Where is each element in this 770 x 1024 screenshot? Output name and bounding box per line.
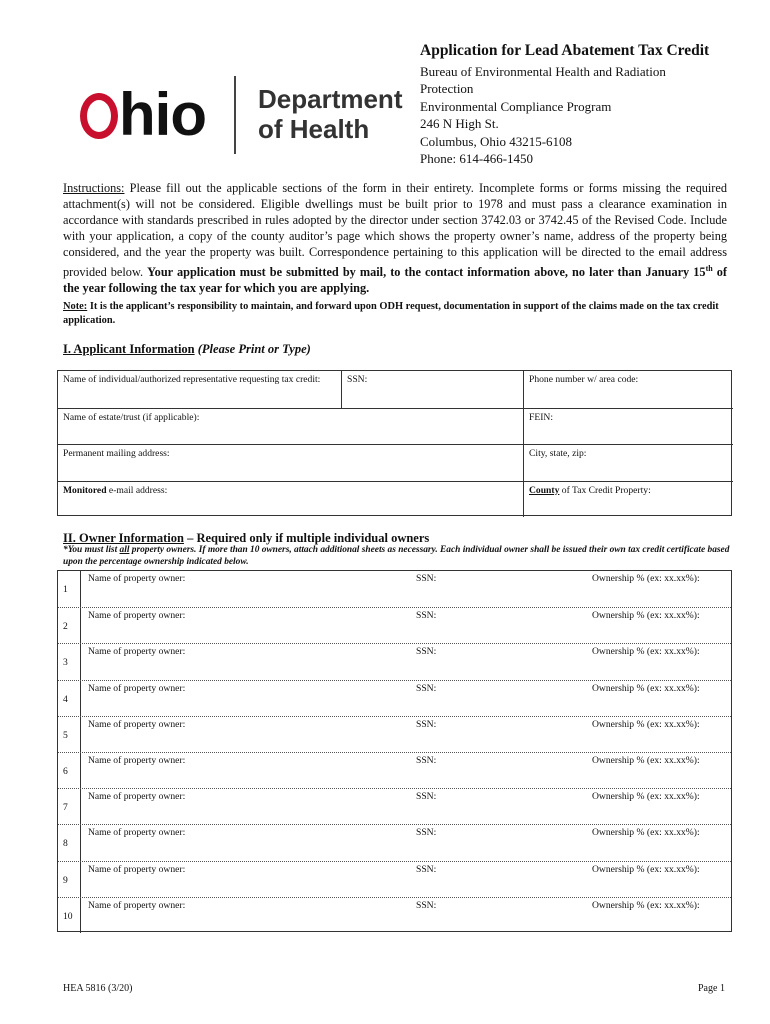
owner-name-field[interactable]: Name of property owner:	[88, 899, 186, 911]
owner-percentage-field[interactable]: Ownership % (ex: xx.xx%):	[592, 755, 700, 766]
section-owner-heading: II. Owner Information – Required only if multiple individual owners	[63, 531, 430, 545]
owner-row-number: 10	[63, 910, 73, 922]
owner-row	[58, 897, 731, 933]
owner-name-field[interactable]: Name of property owner:	[88, 610, 186, 622]
owner-percentage-field[interactable]: Ownership % (ex: xx.xx%):	[592, 718, 700, 730]
ohio-o-ring	[80, 93, 118, 139]
owner-row	[58, 716, 731, 752]
owner-percentage-field[interactable]: Ownership % (ex: xx.xx%):	[592, 827, 700, 839]
owner-row-number: 2	[63, 621, 68, 633]
applicant-row-4	[58, 481, 731, 518]
owner-row-number-cell	[58, 825, 81, 860]
owner-ssn-field[interactable]: SSN:	[416, 791, 437, 803]
estate-trust-field[interactable]: Name of estate/trust (if applicable):	[58, 408, 523, 445]
owner-row-number-cell	[58, 789, 81, 824]
owner-percentage-field[interactable]: Ownership % (ex: xx.xx%):	[592, 610, 700, 622]
logo-divider	[234, 76, 236, 154]
owner-row-number: 1	[63, 584, 68, 595]
owner-info-table	[57, 570, 732, 932]
owner-row	[58, 861, 731, 897]
owner-row-number: 5	[63, 729, 68, 741]
form-number: HEA 5816 (3/20)	[63, 983, 133, 994]
note-paragraph: Note: It is the applicant’s responsibility to maintain, and forward upon ODH request, documentation in support of the claims made on the tax credit application.	[63, 301, 719, 326]
applicant-phone-field[interactable]: Phone number w/ area code:	[523, 371, 733, 408]
owner-ssn-field[interactable]: SSN:	[416, 899, 437, 911]
applicant-name-field[interactable]: Name of individual/authorized representative requesting tax credit:	[63, 374, 321, 385]
owner-row-number: 6	[63, 766, 68, 777]
email-field[interactable]: Monitored e-mail address:	[58, 481, 523, 518]
owner-row-number-cell	[58, 571, 81, 607]
fein-field[interactable]: FEIN:	[523, 408, 733, 445]
owner-row-number: 4	[63, 693, 68, 705]
owner-row-number-cell	[58, 644, 81, 679]
owner-row-number-cell	[58, 898, 81, 933]
owner-name-field[interactable]: Name of property owner:	[88, 791, 186, 803]
page-number: Page 1	[698, 983, 725, 994]
owner-ssn-field[interactable]: SSN:	[416, 718, 437, 730]
owner-name-field[interactable]: Name of property owner:	[88, 827, 186, 839]
form-title: Application for Lead Abatement Tax Credit	[420, 42, 710, 59]
owner-percentage-field[interactable]: Ownership % (ex: xx.xx%):	[592, 791, 700, 803]
applicant-row-1	[58, 371, 731, 408]
owner-row	[58, 643, 731, 679]
owner-ssn-field[interactable]: SSN:	[416, 755, 437, 766]
owner-percentage-field[interactable]: Ownership % (ex: xx.xx%):	[592, 682, 700, 694]
department-of-health-wordmark: Department of Health	[258, 84, 403, 144]
owner-row-number-cell	[58, 717, 81, 752]
section-applicant-heading: I. Applicant Information (Please Print or Type)	[63, 342, 311, 356]
owner-name-field[interactable]: Name of property owner:	[88, 646, 186, 658]
owner-ssn-field[interactable]: SSN:	[416, 682, 437, 694]
owner-row-number-cell	[58, 753, 81, 788]
applicant-info-table	[57, 370, 732, 516]
agency-address: Bureau of Environmental Health and Radiation Protection Environmental Compliance Program 246 N High St. Columbus, Ohio 43215-6108 Phone: 614-466-1450	[420, 64, 666, 167]
owner-ssn-field[interactable]: SSN:	[416, 610, 437, 622]
owner-row-number-cell	[58, 862, 81, 897]
owner-name-field[interactable]: Name of property owner:	[88, 718, 186, 730]
owner-ssn-field[interactable]: SSN:	[416, 573, 437, 584]
owner-row-number: 9	[63, 874, 68, 886]
instructions-paragraph: Instructions: Please fill out the applicable sections of the form in their entirety. Incomplete forms or forms missing the required attachment(s) will not be considered. Eligible dwellings must be built prior to 1978 and must pass a clearance examination in accordance with standards prescribed in rules adopted by the director under section 3742.03 or 3742.45 of the Revised Code. Include with your application, a copy of the county auditor’s page which shows the property owner’s name, address of the property being considered, and the year the property was built. Correspondence pertaining to this application will be directed to the email address provided below. Your application must be submitted by mail, to the contact information above, no later than January 15th of the year following the tax year for which you are applying.	[63, 181, 727, 295]
owner-row	[58, 752, 731, 788]
mailing-address-field[interactable]: Permanent mailing address:	[58, 444, 523, 481]
owner-instructions-note: *You must list all property owners. If more than 10 owners, attach additional sheets as necessary. Each individual owner shall be issued their own tax credit certificate based upon the percentage ownership indicated below.	[63, 545, 730, 567]
applicant-row-3	[58, 444, 731, 481]
owner-name-field[interactable]: Name of property owner:	[88, 863, 186, 875]
owner-row-number: 3	[63, 657, 68, 669]
county-field[interactable]: County of Tax Credit Property:	[523, 481, 733, 518]
owner-ssn-field[interactable]: SSN:	[416, 646, 437, 658]
owner-ssn-field[interactable]: SSN:	[416, 863, 437, 875]
applicant-row-2	[58, 408, 731, 445]
owner-row-number-cell	[58, 681, 81, 716]
owner-name-field[interactable]: Name of property owner:	[88, 755, 186, 766]
owner-row	[58, 607, 731, 643]
owner-name-field[interactable]: Name of property owner:	[88, 682, 186, 694]
owner-row	[58, 824, 731, 860]
owner-name-field[interactable]: Name of property owner:	[88, 573, 186, 584]
owner-row	[58, 680, 731, 716]
owner-row	[58, 571, 731, 607]
owner-row-number-cell	[58, 608, 81, 643]
owner-percentage-field[interactable]: Ownership % (ex: xx.xx%):	[592, 899, 700, 911]
owner-row-number: 7	[63, 802, 68, 814]
owner-percentage-field[interactable]: Ownership % (ex: xx.xx%):	[592, 863, 700, 875]
owner-percentage-field[interactable]: Ownership % (ex: xx.xx%):	[592, 573, 700, 584]
owner-row	[58, 788, 731, 824]
ohio-department-of-health-logo	[80, 76, 403, 156]
owner-ssn-field[interactable]: SSN:	[416, 827, 437, 839]
ohio-wordmark: hio	[80, 80, 206, 150]
owner-percentage-field[interactable]: Ownership % (ex: xx.xx%):	[592, 646, 700, 658]
owner-row-number: 8	[63, 838, 68, 850]
city-state-zip-field[interactable]: City, state, zip:	[523, 444, 733, 481]
applicant-ssn-field[interactable]: SSN:	[341, 371, 523, 408]
